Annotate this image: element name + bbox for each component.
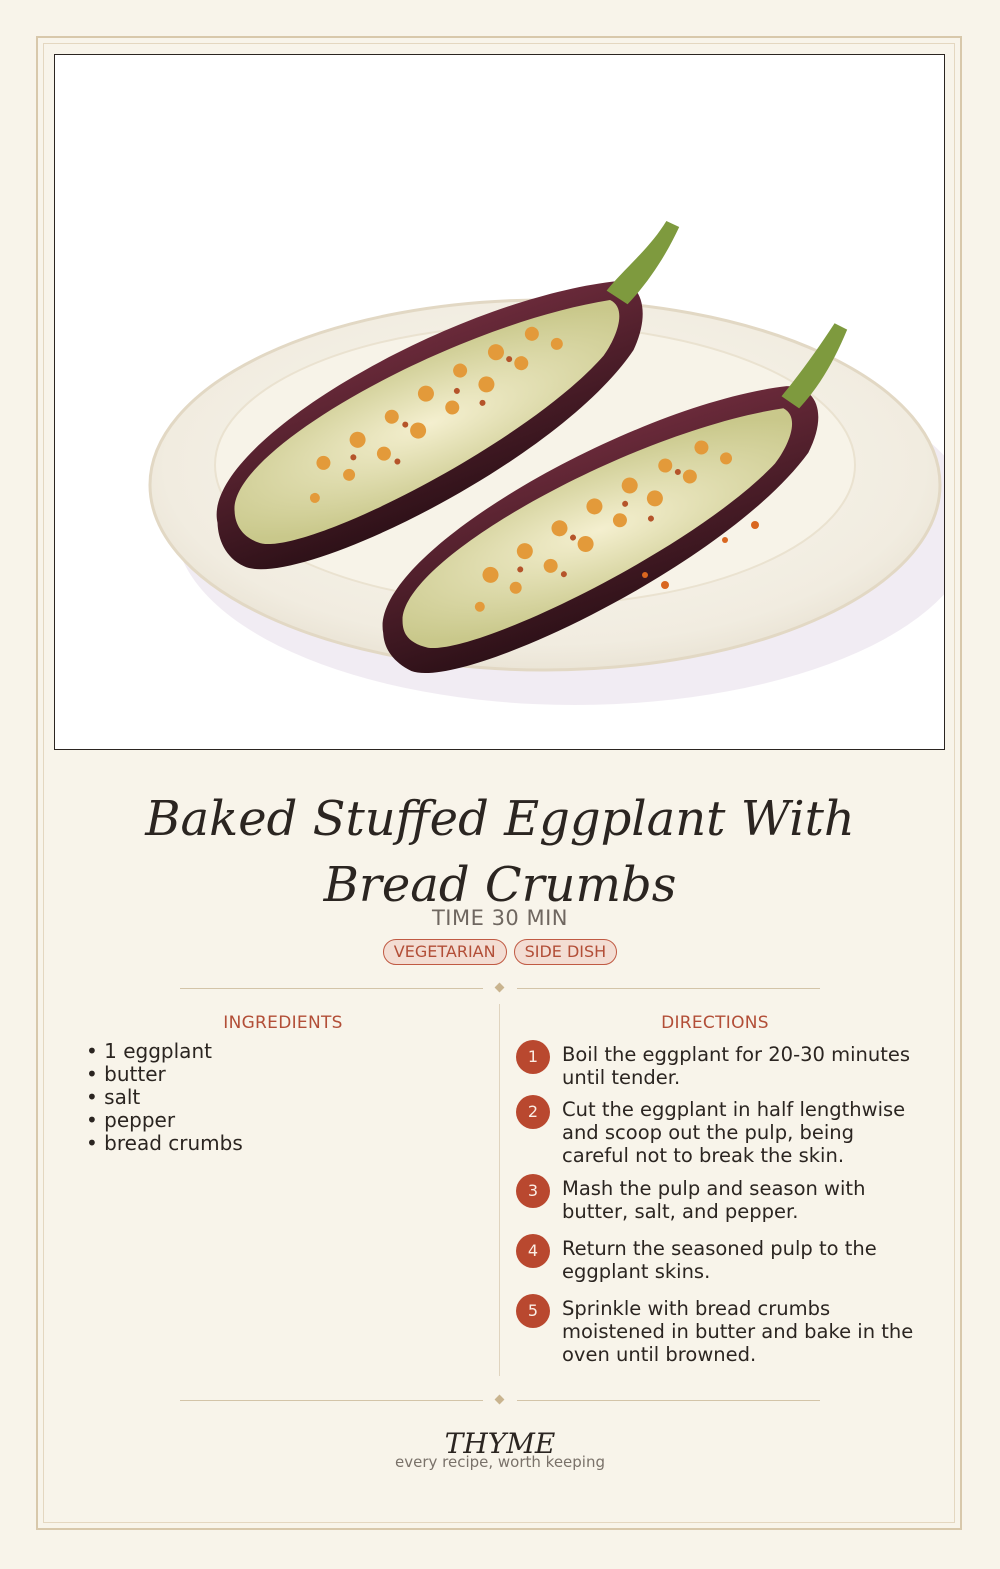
step-text: Boil the eggplant for 20-30 minutes until tender.	[562, 1043, 911, 1089]
ingredient-item: • salt	[86, 1086, 243, 1109]
ingredient-item: • butter	[86, 1063, 243, 1086]
cook-time: TIME 30 MIN	[431, 906, 568, 930]
diamond-icon	[495, 983, 505, 993]
directions-heading: DIRECTIONS	[661, 1013, 769, 1033]
eggplant-illustration	[55, 55, 944, 749]
ingredient-item: • 1 eggplant	[86, 1040, 243, 1063]
ingredient-item: • bread crumbs	[86, 1132, 243, 1155]
step-number-badge: 5	[516, 1294, 550, 1328]
step-number-badge: 1	[516, 1040, 550, 1074]
tag-list	[0, 939, 1000, 965]
column-separator	[499, 1004, 500, 1376]
brand-name: THYME	[444, 1427, 556, 1460]
ingredients-list	[86, 1040, 243, 1155]
recipe-photo	[54, 54, 945, 750]
bottom-divider	[180, 1394, 820, 1406]
ingredients-heading: INGREDIENTS	[223, 1013, 343, 1033]
tag-side-dish[interactable]: SIDE DISH	[514, 939, 618, 965]
step-number-badge: 4	[516, 1234, 550, 1268]
recipe-title: Baked Stuffed Eggplant With Bread Crumbs	[145, 791, 855, 913]
ingredient-item: • pepper	[86, 1109, 243, 1132]
diamond-icon	[495, 1395, 505, 1405]
tag-vegetarian[interactable]: VEGETARIAN	[383, 939, 507, 965]
step-text: Return the seasoned pulp to the eggplant skins.	[562, 1237, 877, 1283]
step-text: Mash the pulp and season with butter, salt, and pepper.	[562, 1177, 866, 1223]
step-text: Cut the eggplant in half lengthwise and scoop out the pulp, being careful not to break the skin.	[562, 1098, 906, 1167]
brand-tagline: every recipe, worth keeping	[394, 1453, 605, 1471]
top-divider	[180, 982, 820, 994]
step-number-badge: 3	[516, 1174, 550, 1208]
step-text: Sprinkle with bread crumbs moistened in butter and bake in the oven until browned.	[562, 1297, 914, 1366]
step-number-badge: 2	[516, 1095, 550, 1129]
